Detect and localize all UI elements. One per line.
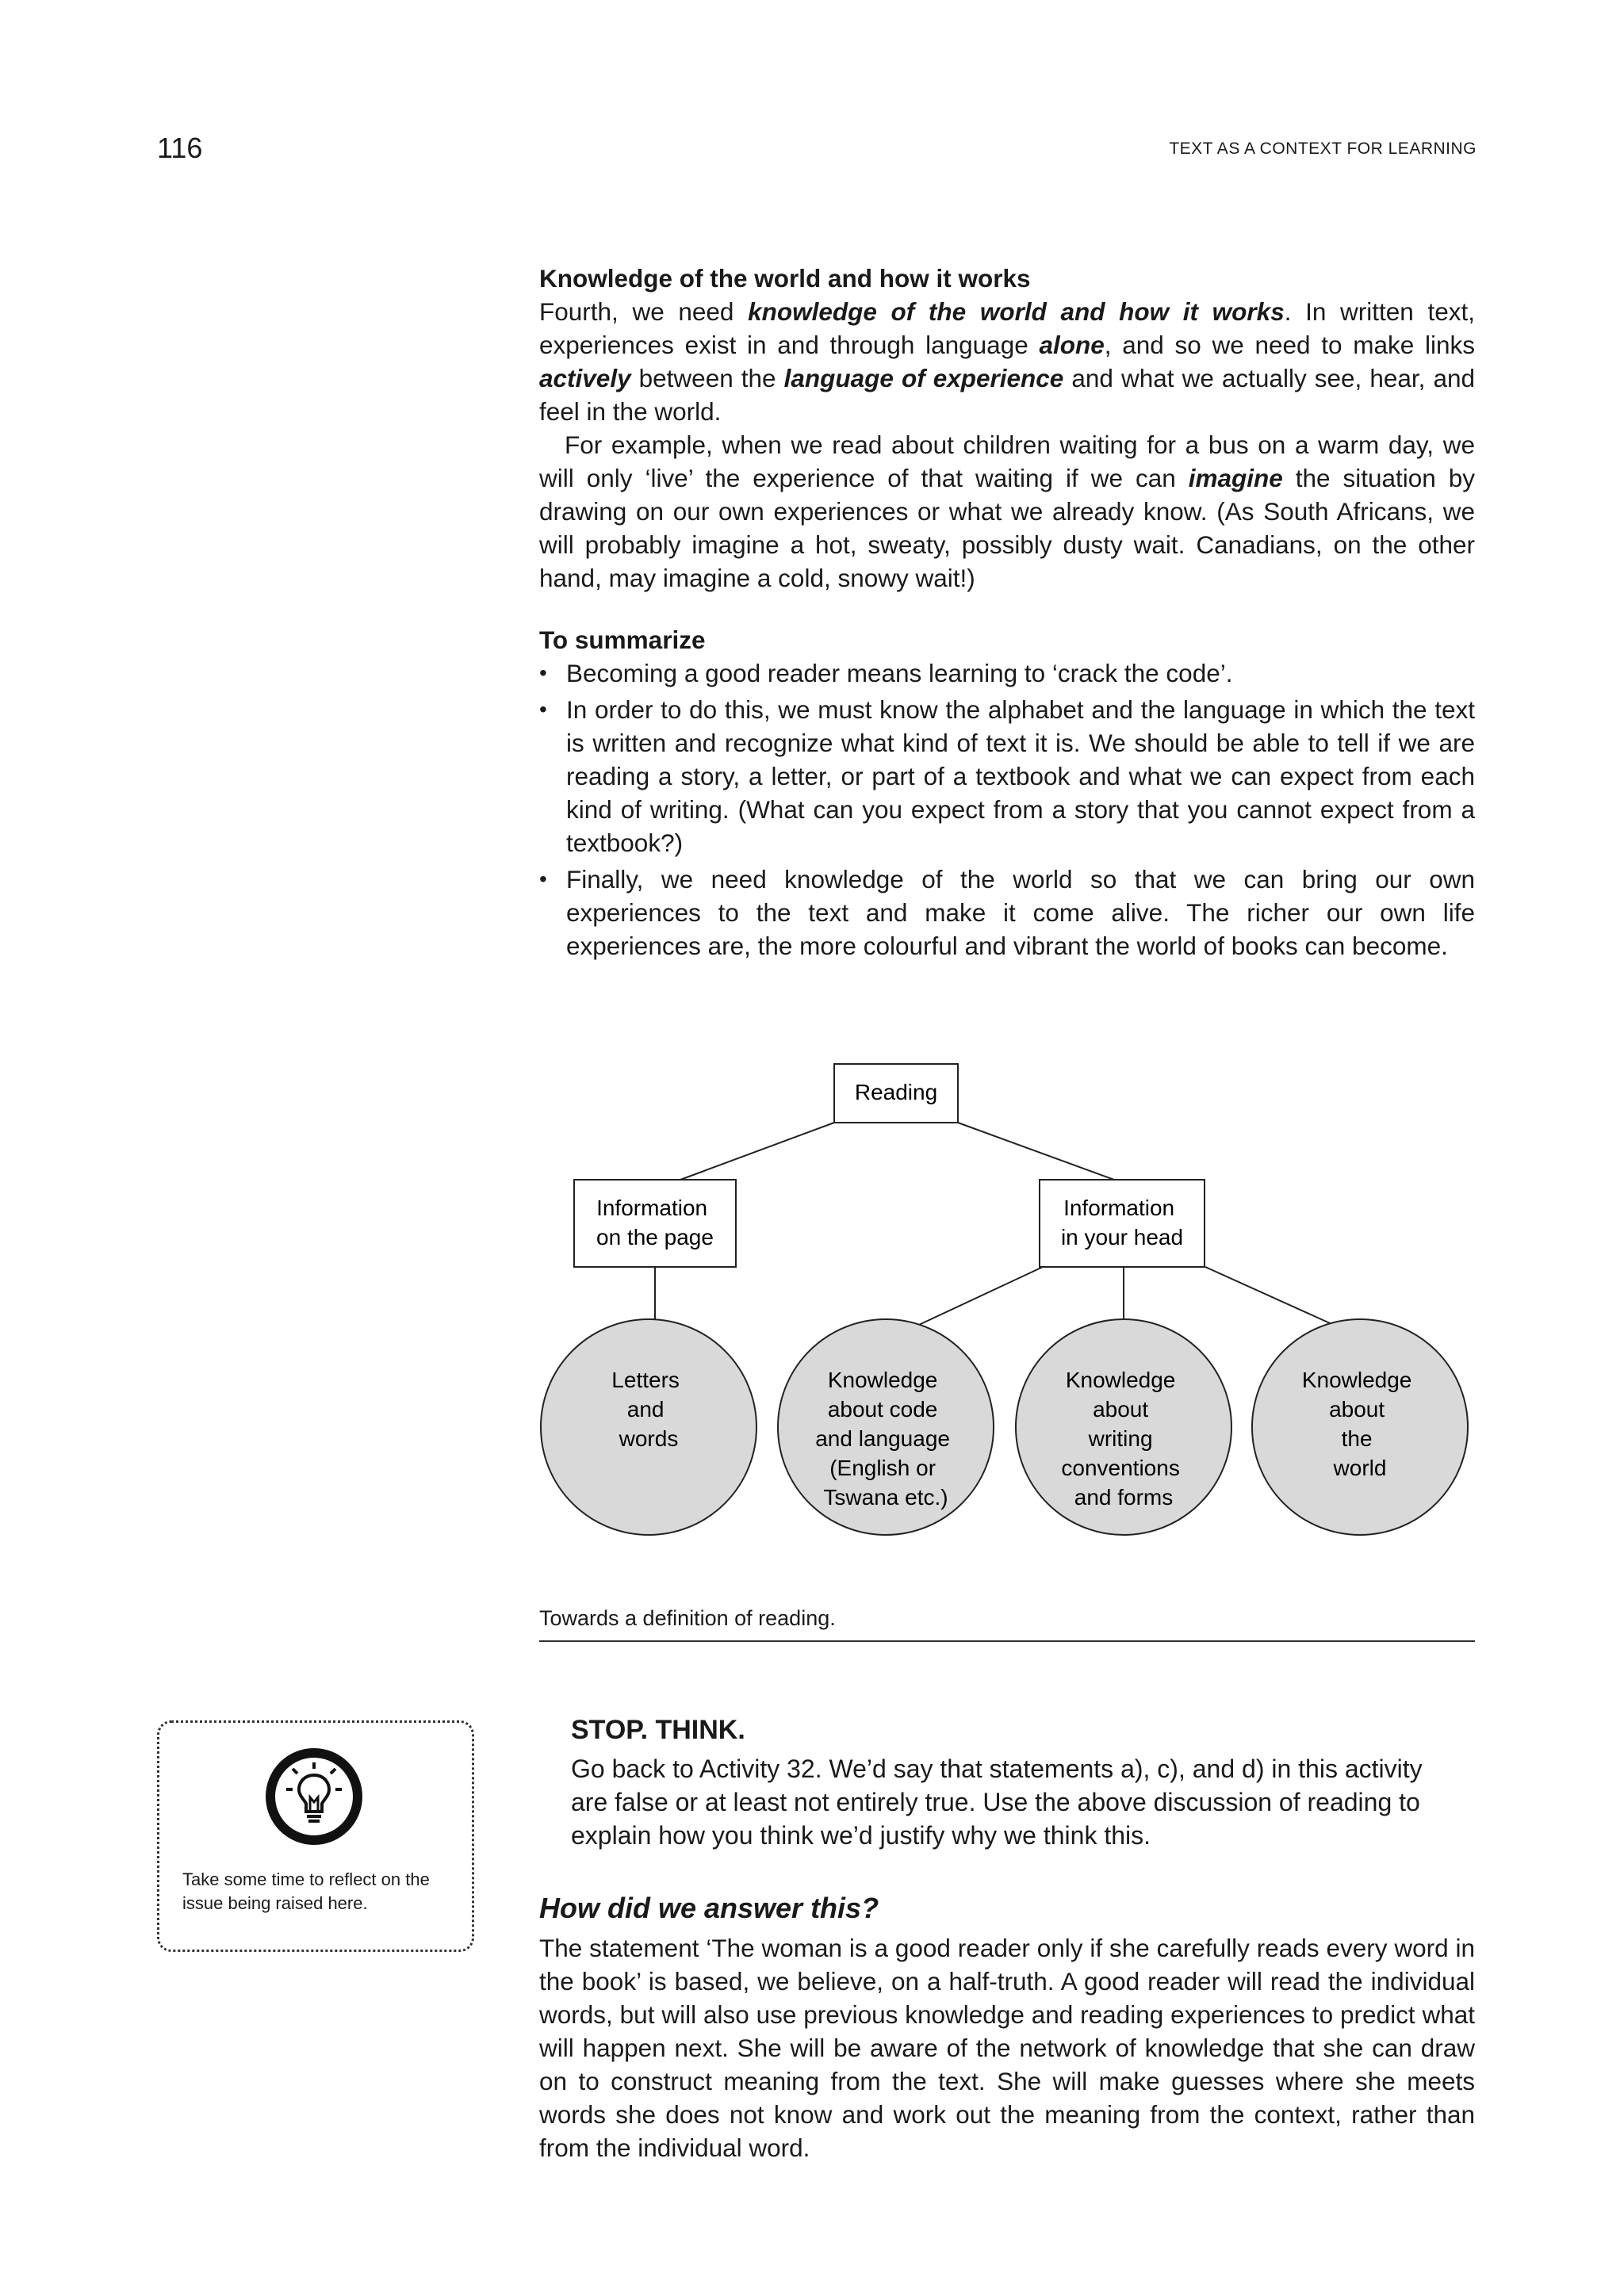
leaf-label-writing: Knowledge about writing conventions and forms — [1061, 1368, 1180, 1510]
leaf-label-code: Knowledge about code and language (English or Tswana etc.) — [815, 1368, 950, 1510]
text-run: . In written text, experiences exist in and through language — [539, 297, 1476, 359]
list-item: • In order to do this, we must know the alphabet and the language in which the text is written and recognize what kind of text it is. We should be able to tell if we are reading a story, a letter, or part of a textbook and what we can expect from each kind of writing. (What can you expect from a story that you cannot expect from a textbook?) — [539, 693, 1475, 859]
emphasis: alone — [1039, 331, 1105, 359]
text-run: Fourth, we need — [539, 297, 749, 326]
reflection-callout — [157, 1720, 474, 1952]
summary-heading: To summarize — [539, 626, 706, 654]
paragraph — [539, 428, 1475, 595]
list-item: • Finally, we need knowledge of the world so that we can bring our own experiences to the text and make it come alive. The richer our own life experiences are, the more colourful and vibrant the world of books can become. — [539, 863, 1475, 962]
figure-caption: Towards a definition of reading. — [539, 1606, 1475, 1642]
text-run: , and so we need to make links — [1104, 331, 1476, 359]
paragraph — [539, 295, 1475, 428]
page-number: 116 — [157, 132, 203, 164]
stop-think-body: Go back to Activity 32. We’d say that statements a), c), and d) in this activity are false or at least not entirely true. Use the above discussion of reading to explain how you think we’d justify why we think this. — [571, 1755, 1423, 1850]
text-run: between the — [630, 364, 784, 392]
emphasis: knowledge of the world and how it works — [748, 297, 1285, 326]
connector — [958, 1123, 1114, 1180]
leaf-label-world: Knowledge about the world — [1301, 1368, 1412, 1480]
connector — [680, 1123, 834, 1180]
reading-diagram — [539, 1047, 1475, 1570]
branch-label-page: Information on the page — [596, 1196, 714, 1249]
branch-label-head: Information in your head — [1060, 1196, 1184, 1249]
running-header: TEXT AS A CONTEXT FOR LEARNING — [1169, 140, 1477, 158]
emphasis: language of experience — [783, 364, 1064, 392]
emphasis: imagine — [1188, 464, 1283, 492]
section-heading: Knowledge of the world and how it works — [539, 264, 1031, 293]
summary-list — [539, 656, 1475, 962]
text-run: and what we actually see, hear, and feel in the world. — [539, 364, 1475, 426]
root-label: Reading — [854, 1080, 938, 1104]
section-knowledge — [539, 262, 1475, 595]
list-item: • Becoming a good reader means learning to ‘crack the code’. — [539, 656, 1475, 690]
section-summary — [539, 623, 1475, 966]
answer-body: The statement ‘The woman is a good reader only if she carefully reads every word in the book’ is based, we believe, on a half-truth. A good reader will read the individual words, but will also use previous knowledge and reading experiences to predict what will happen next. She will be aware of the network of knowledge that she can draw on to construct meaning from the text. She will make guesses where she meets words she does not know and work out the meaning from the context, rather than from the individual word. — [539, 1934, 1475, 2162]
callout-text: Take some time to reflect on the issue being raised here. — [182, 1869, 430, 1913]
leaf-label-letters: Letters and words — [611, 1368, 680, 1451]
text-run: the situation by drawing on our own experiences or what we already know. (As South Africans, we will probably imagine a hot, sweaty, possibly dusty wait. Canadians, on the other hand, may imagine a cold, snowy wait!) — [539, 464, 1476, 592]
lightbulb-icon — [262, 1745, 366, 1848]
stop-think-box — [571, 1712, 1459, 1852]
branch-box-page — [574, 1180, 736, 1267]
emphasis: actively — [539, 364, 631, 392]
branch-box-head — [1040, 1180, 1205, 1267]
text-run: For example, when we read about children waiting for a bus on a warm day, we will only ‘live’ the experience of that waiting if we can — [539, 430, 1475, 492]
connectors — [655, 1123, 1370, 1341]
answer-heading: How did we answer this? — [539, 1892, 879, 1924]
answer-section — [539, 1890, 1475, 2164]
stop-think-title: STOP. THINK. — [571, 1715, 745, 1745]
